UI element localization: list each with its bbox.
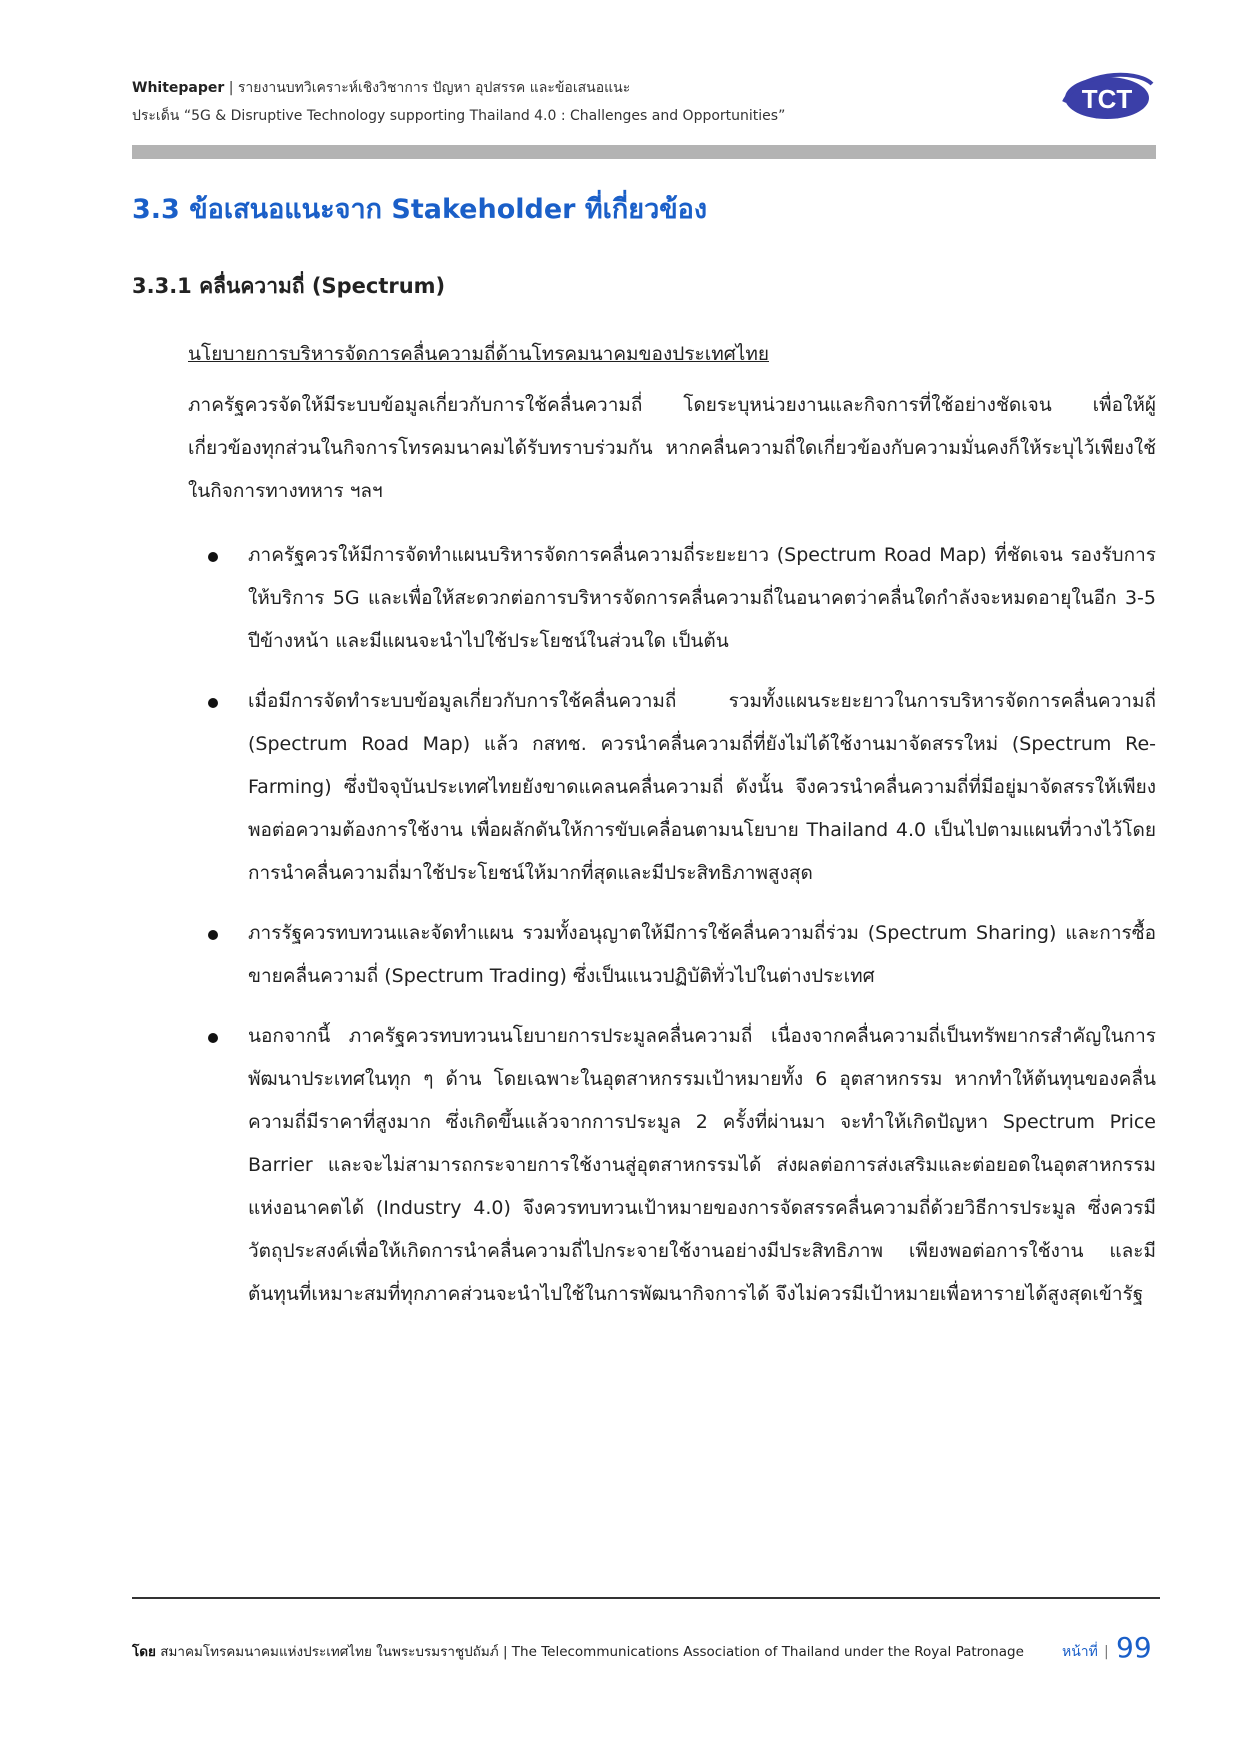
footer-page-label: หน้าที่ bbox=[1062, 1644, 1098, 1660]
header-title-line bbox=[132, 78, 992, 98]
bullet-icon bbox=[208, 698, 218, 708]
footer-by-label: โดย bbox=[132, 1644, 156, 1660]
page-header bbox=[132, 78, 992, 134]
header-doc-type: Whitepaper bbox=[132, 80, 225, 96]
footer-divider bbox=[132, 1597, 1160, 1599]
list-item bbox=[188, 912, 1156, 998]
bullet-icon bbox=[208, 552, 218, 562]
footer-credit bbox=[132, 1642, 1024, 1662]
list-item-text: ภาครัฐควรให้มีการจัดทำแผนบริหารจัดการคลื่นความถี่ระยะยาว (Spectrum Road Map) ที่ชัดเจน รองรับการให้บริการ 5G และเพื่อให้สะดวกต่อการบริหารจัดการคลื่นความถี่ในอนาคตว่าคลื่นใดกำลังจะหมดอายุในอีก 3-5 ปีข้างหน้า และมีแผนจะนำไปใช้ประโยชน์ในส่วนใด เป็นต้น bbox=[248, 544, 1156, 652]
bullet-icon bbox=[208, 1033, 218, 1043]
logo-text: TCT bbox=[1081, 84, 1133, 114]
header-divider-bar bbox=[132, 145, 1156, 159]
list-item bbox=[188, 534, 1156, 663]
recommendation-list bbox=[188, 534, 1156, 1333]
section-title: 3.3 ข้อเสนอแนะจาก Stakeholder ที่เกี่ยวข้อง bbox=[132, 194, 708, 225]
tct-logo bbox=[1058, 66, 1156, 124]
header-report-title: | รายงานบทวิเคราะห์เชิงวิชาการ ปัญหา อุปสรรค และข้อเสนอแนะ bbox=[224, 80, 631, 96]
intro-paragraph: ภาครัฐควรจัดให้มีระบบข้อมูลเกี่ยวกับการใช้คลื่นความถี่ โดยระบุหน่วยงานและกิจการที่ใช้อย่างชัดเจน เพื่อให้ผู้เกี่ยวข้องทุกส่วนในกิจการโทรคมนาคมได้รับทราบร่วมกัน หากคลื่นความถี่ใดเกี่ยวข้องกับความมั่นคงก็ให้ระบุไว้เพียงใช้ในกิจการทางทหาร ฯลฯ bbox=[188, 394, 1156, 502]
bullet-icon bbox=[208, 930, 218, 940]
footer-org-name: สมาคมโทรคมนาคมแห่งประเทศไทย ในพระบรมราชูปถัมภ์ | The Telecommunications Association of Thailand under the Royal Patronage bbox=[155, 1644, 1024, 1660]
policy-heading: นโยบายการบริหารจัดการคลื่นความถี่ด้านโทรคมนาคมของประเทศไทย bbox=[188, 343, 769, 365]
list-item bbox=[188, 1015, 1156, 1316]
list-item-text: ภารรัฐควรทบทวนและจัดทำแผน รวมทั้งอนุญาตให้มีการใช้คลื่นความถี่ร่วม (Spectrum Sharing) และการซื้อขายคลื่นความถี่ (Spectrum Trading) ซึ่งเป็นแนวปฏิบัติทั่วไปในต่างประเทศ bbox=[248, 922, 1156, 987]
header-topic-line: ประเด็น “5G & Disruptive Technology supporting Thailand 4.0 : Challenges and Opportunities” bbox=[132, 108, 786, 124]
subsection-title: 3.3.1 คลื่นความถี่ (Spectrum) bbox=[132, 274, 446, 298]
list-item-text: นอกจากนี้ ภาครัฐควรทบทวนนโยบายการประมูลคลื่นความถี่ เนื่องจากคลื่นความถี่เป็นทรัพยากรสำคัญในการพัฒนาประเทศในทุก ๆ ด้าน โดยเฉพาะในอุตสาหกรรมเป้าหมายทั้ง 6 อุตสาหกรรม หากทำให้ต้นทุนของคลื่นความถี่มีราคาที่สูงมาก ซึ่งเกิดขึ้นแล้วจากการประมูล 2 ครั้งที่ผ่านมา จะทำให้เกิดปัญหา Spectrum Price Barrier และจะไม่สามารถกระจายการใช้งานสู่อุตสาหกรรมได้ ส่งผลต่อการส่งเสริมและต่อยอดในอุตสาหกรรมแห่งอนาคตได้ (Industry 4.0) จึงควรทบทวนเป้าหมายของการจัดสรรคลื่นความถี่ด้วยวิธีการประมูล ซึ่งควรมีวัตถุประสงค์เพื่อให้เกิดการนำคลื่นความถี่ไปกระจายใช้งานอย่างมีประสิทธิภาพ เพียงพอต่อการใช้งาน และมีต้นทุนที่เหมาะสมที่ทุกภาคส่วนจะนำไปใช้ในการพัฒนากิจการได้ จึงไม่ควรมีเป้าหมายเพื่อหารายได้สูงสุดเข้ารัฐ bbox=[248, 1025, 1156, 1305]
page-footer bbox=[132, 1630, 1156, 1670]
list-item bbox=[188, 680, 1156, 895]
page-number: 99 bbox=[1116, 1631, 1152, 1664]
list-item-text: เมื่อมีการจัดทำระบบข้อมูลเกี่ยวกับการใช้คลื่นความถี่ รวมทั้งแผนระยะยาวในการบริหารจัดการคลื่นความถี่ (Spectrum Road Map) แล้ว กสทช. ควรนำคลื่นความถี่ที่ยังไม่ได้ใช้งานมาจัดสรรใหม่ (Spectrum Re-Farming) ซึ่งปัจจุบันประเทศไทยยังขาดแคลนคลื่นความถี่ ดังนั้น จึงควรนำคลื่นความถี่ที่มีอยู่มาจัดสรรให้เพียงพอต่อความต้องการใช้งาน เพื่อผลักดันให้การขับเคลื่อนตามนโยบาย Thailand 4.0 เป็นไปตามแผนที่วางไว้โดยการนำคลื่นความถี่มาใช้ประโยชน์ให้มากที่สุดและมีประสิทธิภาพสูงสุด bbox=[248, 690, 1156, 884]
footer-separator: | bbox=[1104, 1644, 1109, 1660]
